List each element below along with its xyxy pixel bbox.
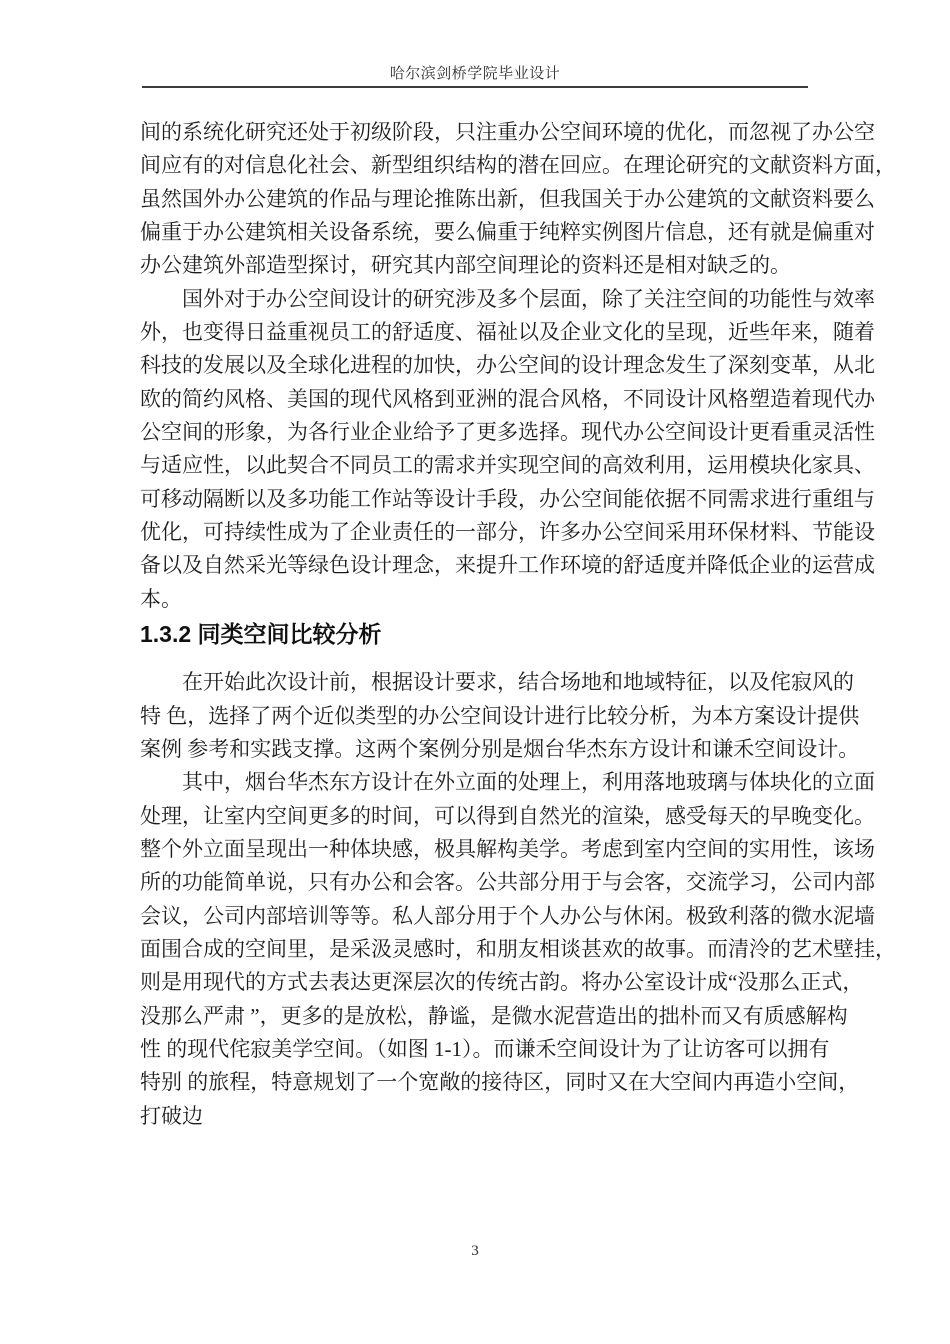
text-line: 其中，烟台华杰东方设计在外立面的处理上，利用落地玻璃与体块化的立面 [140, 770, 875, 795]
header-title: 哈尔滨剑桥学院毕业设计 [389, 66, 561, 82]
header-divider [142, 86, 808, 88]
text-line: 虽然国外办公建筑的作品与理论推陈出新，但我国关于办公建筑的文献资料要么 [140, 186, 875, 211]
text-line: 办公建筑外部造型探讨，研究其内部空间理论的资料还是相对缺乏的。 [140, 253, 791, 278]
text-line: 国外对于办公空间设计的研究涉及多个层面，除了关注空间的功能性与效率 [140, 286, 875, 311]
text-line: 特 色，选择了两个近似类型的办公空间设计进行比较分析，为本方案设计提供 [140, 703, 860, 728]
text-line: 可移动隔断以及多功能工作站等设计手段，办公空间能依据不同需求进行重组与 [140, 486, 875, 511]
text-line: 则是用现代的方式去表达更深层次的传统古韵。将办公室设计成“没那么正式， [140, 970, 864, 995]
text-line: 所的功能简单说，只有办公和会客。公共部分用于与会客，交流学习，公司内部 [140, 870, 875, 895]
text-line: 外，也变得日益重视员工的舒适度、福祉以及企业文化的呈现，近些年来，随着 [140, 320, 875, 345]
text-line: 与适应性，以此契合不同员工的需求并实现空间的高效利用，运用模块化家具、 [140, 453, 875, 478]
text-line: 公空间的形象，为各行业企业给予了更多选择。现代办公空间设计更看重灵活性 [140, 420, 875, 445]
text-line: 本。 [140, 586, 182, 611]
text-line: 会议，公司内部培训等等。私人部分用于个人办公与休闲。极致利落的微水泥墙 [140, 903, 875, 928]
page-number: 3 [471, 1243, 479, 1259]
text-line: 打破边 [140, 1103, 203, 1128]
text-line: 优化，可持续性成为了企业责任的一部分，许多办公空间采用环保材料、节能设 [140, 520, 875, 545]
paragraph [140, 766, 896, 1133]
text-line: 案例 参考和实践支撑。这两个案例分别是烟台华杰东方设计和谦禾空间设计。 [140, 736, 860, 761]
text-line: 偏重于办公建筑相关设备系统，要么偏重于纯粹实例图片信息，还有就是偏重对 [140, 220, 875, 245]
text-line: 处理，让室内空间更多的时间，可以得到自然光的渲染，感受每天的早晚变化。 [140, 803, 875, 828]
text-line: 面围合成的空间里，是采汲灵感时，和朋友相谈甚欢的故事。而清泠的艺术壁挂， [140, 936, 896, 961]
section-heading: 1.3.2 同类空间比较分析 [140, 621, 382, 648]
text-line: 特别 的旅程，特意规划了一个宽敞的接待区，同时又在大空间内再造小空间， [140, 1070, 860, 1095]
text-line: 科技的发展以及全球化进程的加快，办公空间的设计理念发生了深刻变革，从北 [140, 353, 875, 378]
text-line: 没那么严肃 ”，更多的是放松，静谧，是微水泥营造出的拙朴而又有质感解构 [140, 1003, 848, 1028]
text-line: 备以及自然采光等绿色设计理念，来提升工作环境的舒适度并降低企业的运营成 [140, 553, 875, 578]
text-line: 间的系统化研究还处于初级阶段，只注重办公空间环境的优化，而忽视了办公空 [140, 120, 875, 144]
paragraph [140, 283, 875, 616]
text-line: 间应有的对信息化社会、新型组织结构的潜在回应。在理论研究的文献资料方面， [140, 153, 896, 178]
paragraph [140, 116, 896, 283]
text-line: 整个外立面呈现出一种体块感，极具解构美学。考虑到室内空间的实用性，该场 [140, 836, 875, 861]
paragraph [140, 666, 860, 766]
text-line: 欧的简约风格、美国的现代风格到亚洲的混合风格，不同设计风格塑造着现代办 [140, 386, 875, 411]
text-line: 性 的现代侘寂美学空间。（如图 1-1）。而谦禾空间设计为了让访客可以拥有 [140, 1036, 830, 1061]
document-body [140, 116, 896, 1133]
text-line: 在开始此次设计前，根据设计要求，结合场地和地域特征，以及侘寂风的 [140, 670, 854, 695]
